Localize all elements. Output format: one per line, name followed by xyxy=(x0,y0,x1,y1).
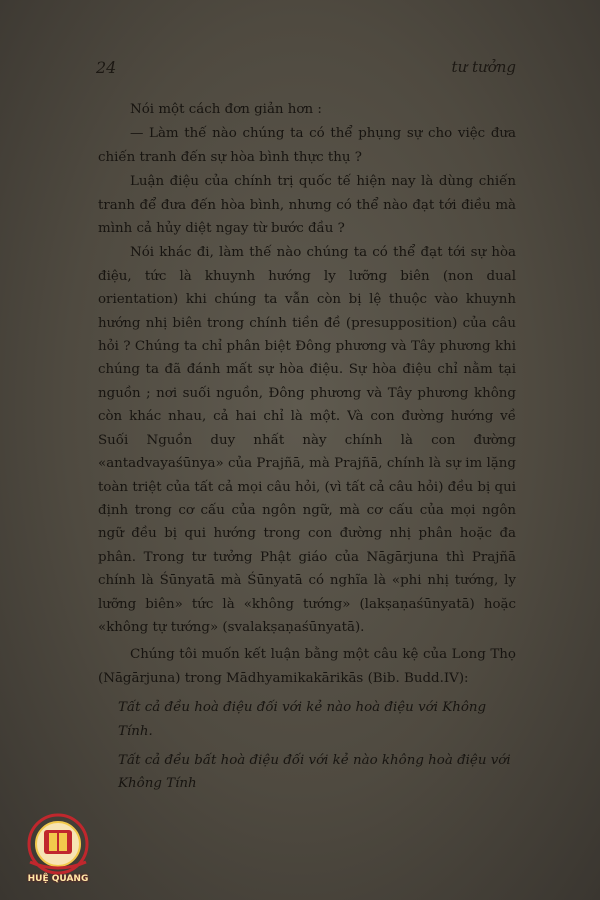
paragraph-rhetoric: Luận điệu của chính trị quốc tế hiện nay là dùng chiến tranh để đưa đến hòa bình, nhưng có thể nào đạt tới điều mà mình cả hủy diệt ngay từ bước đầu ? xyxy=(98,174,516,237)
running-title: tư tưởng xyxy=(451,58,516,76)
verse-line-1: Tất cả đều hoà điệu đối với kẻ nào hoà điệu với Không Tính. xyxy=(118,700,487,739)
paragraph-question: — Làm thế nào chúng ta có thể phụng sự cho việc đưa chiến tranh đến sự hòa bình thực thụ ? xyxy=(98,126,516,165)
page-number: 24 xyxy=(96,58,117,77)
paragraph-main: Nói khác đi, làm thế nào chúng ta có thể đạt tới sự hòa điệu, tức là khuynh hướng ly lưỡng biên (non dual orientation) khi chúng ta vẫn còn bị lệ thuộc vào khuynh hướng nhị biên trong chính tiền đề (presupposition) của câu hỏi ? Chúng ta chỉ phân biệt Đông phương và Tây phương khi chúng ta đã đánh mất sự hòa điệu. Sự hòa điệu chỉ nằm tại nguồn ; nơi suối nguồn, Đông phương và Tây phương không còn khác nhau, cả hai chỉ là một. Và con đường hướng về Suối Nguồn duy nhất này chính là con đường «antadvayaśūnya» của Prajñā, mà Prajñā, chính là sự im lặng toàn triệt của tất cả mọi câu hỏi, (vì tất cả câu hỏi) đều bị qui định trong cơ cấu của ngôn ngữ, mà cơ cấu của mọi ngôn ngữ đều bị qui hướng trong con đường nhị phân hoặc đa phân. Trong tư tưởng Phật giáo của Nāgārjuna thì Prajñā chính là Śūnyatā mà Śūnyatā có nghĩa là «phi nhị tướng, ly lưỡng biên» tức là «không tướng» (lakṣaṇaśūnyatā) hoặc «không tự tướng» (svalakṣaṇaśūnyatā). xyxy=(98,245,516,635)
paragraph-intro: Nói một cách đơn giản hơn : xyxy=(130,102,322,117)
verse-line-2: Tất cả đều bất hoà điệu đối với kẻ nào không hoà điệu với Không Tính xyxy=(118,752,511,792)
seal-label: HUỆ QUANG xyxy=(27,874,89,884)
hue-quang-seal xyxy=(16,812,100,892)
paragraph-conclusion: Chúng tôi muốn kết luận bằng một câu kệ của Long Thọ (Nāgārjuna) trong Mādhyamikakārikās (Bib. Budd.IV): xyxy=(98,647,516,686)
page-header xyxy=(96,58,516,82)
seal-icon xyxy=(16,812,100,876)
page-body xyxy=(98,98,516,796)
